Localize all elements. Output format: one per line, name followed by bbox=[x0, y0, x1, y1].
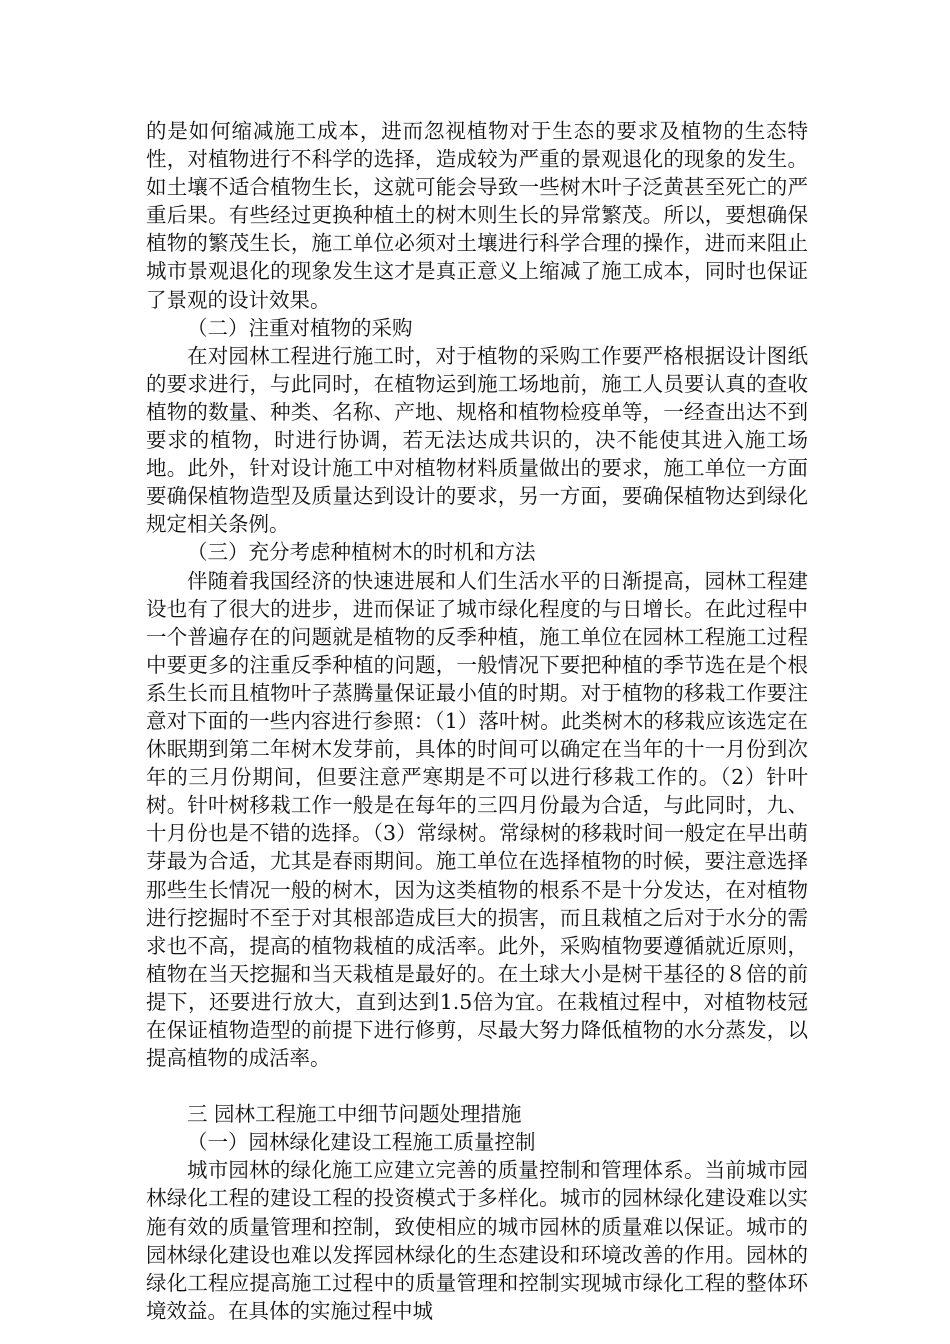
section-heading: 三 园林工程施工中细节问题处理措施 bbox=[187, 1102, 522, 1127]
body-paragraph: 在对园林工程进行施工时，对于植物的采购工作要严格根据设计图纸的要求进行，与此同时，在植物运到施工场地前，施工人员要认真的查收植物的数量、种类、名称、产地、规格和植物检疫单等，一经查出达不到要求的植物，时进行协调，若无法达成共识的，决不能使其进入施工场地。此外，针对设计施工中对植物材料质量做出的要求，施工单位一方面要确保植物造型及质量达到设计的要求，另一方面，要确保植物达到绿化规定相关条例。 bbox=[146, 343, 808, 537]
body-paragraph: 伴随着我国经济的快速进展和人们生活水平的日渐提高，园林工程建设也有了很大的进步，进而保证了城市绿化程度的与日增长。在此过程中一个普遍存在的问题就是植物的反季种植，施工单位在园林工程施工过程中要更多的注重反季种植的问题，一般情况下要把种植的季节选在是个根系生长而且植物叶子蒸腾量保证最小值的时期。对于植物的移栽工作要注意对下面的一些内容进行参照：（1）落叶树。此类树木的移栽应该选定在休眠期到第二年树木发芽前，具体的时间可以确定在当年的十一月份到次年的三月份期间，但要注意严寒期是不可以进行移栽工作的。（2）针叶树。针叶树移栽工作一般是在每年的三四月份最为合适，与此同时，九、十月份也是不错的选择。（3）常绿树。常绿树的移栽时间一般定在早出萌芽最为合适，尤其是春雨期间。施工单位在选择植物的时候，要注意选择那些生长情况一般的树木，因为这类植物的根系不是十分发达，在对植物进行挖掘时不至于对其根部造成巨大的损害，而且栽植之后对于水分的需求也不高，提高的植物栽植的成活率。此外，采购植物要遵循就近原则，植物在当天挖掘和当天栽植是最好的。在土球大小是树干基径的８倍的前提下，还要进行放大，直到达到1.5倍为宜。在栽植过程中，对植物枝冠在保证植物造型的前提下进行修剪，尽最大努力降低植物的水分蒸发，以提高植物的成活率。 bbox=[146, 568, 808, 1071]
document-body bbox=[146, 117, 808, 1325]
body-paragraph: 的是如何缩减施工成本，进而忽视植物对于生态的要求及植物的生态特性，对植物进行不科学的选择，造成较为严重的景观退化的现象的发生。如土壤不适合植物生长，这就可能会导致一些树木叶子泛黄甚至死亡的严重后果。有些经过更换种植土的树木则生长的异常繁茂。所以，要想确保植物的繁茂生长，施工单位必须对土壤进行科学合理的操作，进而来阻止城市景观退化的现象发生这才是真正意义上缩减了施工成本，同时也保证了景观的设计效果。 bbox=[146, 119, 808, 312]
section-subheading: （一）园林绿化建设工程施工质量控制 bbox=[187, 1130, 536, 1155]
section-subheading: （三）充分考虑种植树木的时机和方法 bbox=[187, 540, 536, 565]
section-subheading: （二）注重对植物的采购 bbox=[187, 315, 413, 340]
body-paragraph: 城市园林的绿化施工应建立完善的质量控制和管理体系。当前城市园林绿化工程的建设工程的投资模式于多样化。城市的园林绿化建设难以实施有效的质量管理和控制，致使相应的城市园林的质量难以保证。城市的园林绿化建设也难以发挥园林绿化的生态建设和环境改善的作用。园林的绿化工程应提高施工过程中的质量管理和控制实现城市绿化工程的整体环境效益。在具体的实施过程中城 bbox=[146, 1158, 808, 1323]
